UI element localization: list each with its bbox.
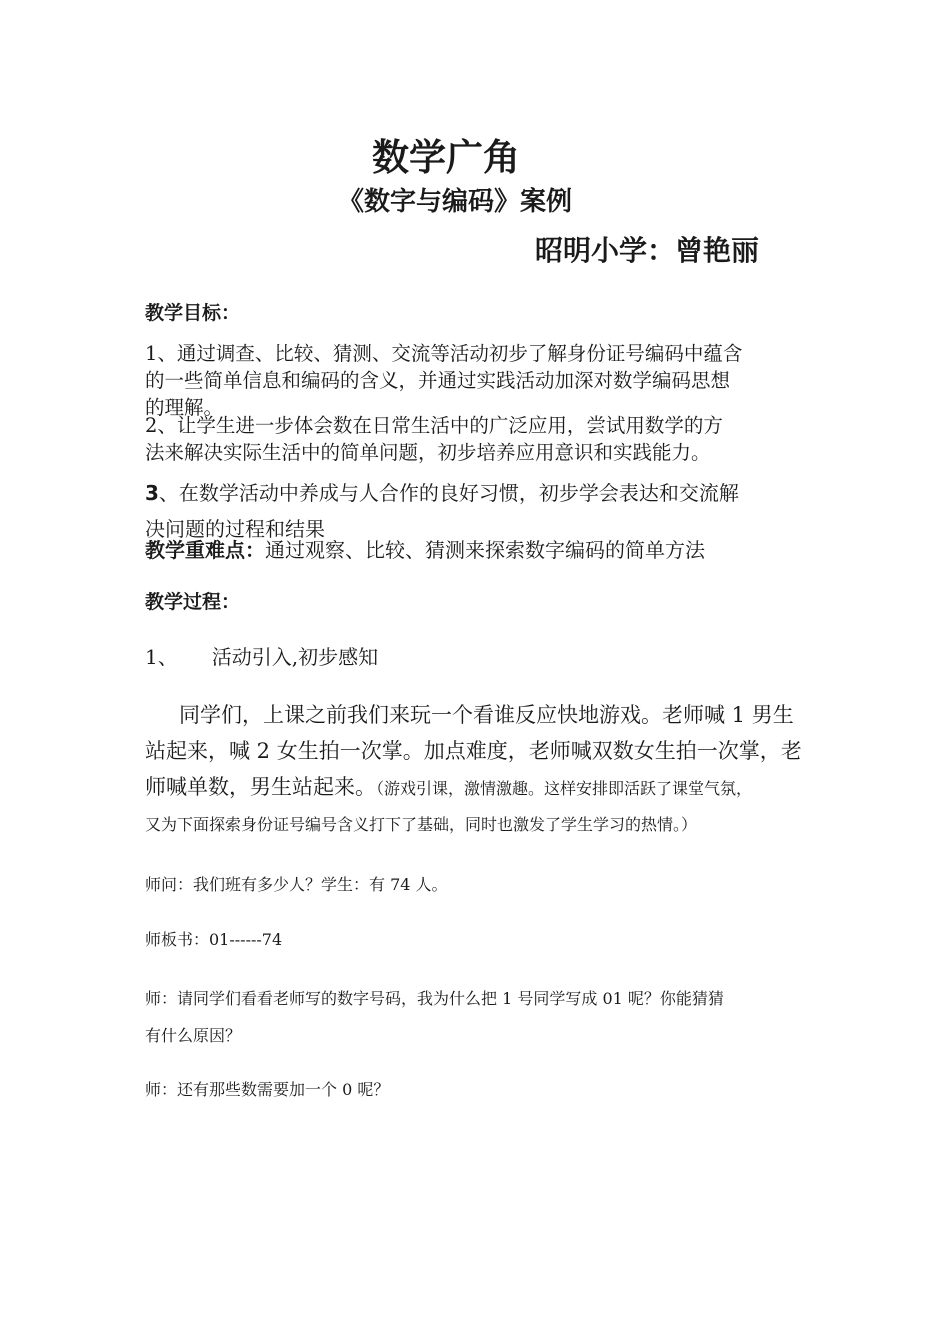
goal-2 xyxy=(145,412,723,466)
document-subtitle: 《数字与编码》案例 xyxy=(338,187,573,217)
goal-1-line: 的一些简单信息和编码的含义，并通过实践活动加深对数学编码思想 xyxy=(145,369,731,392)
key-points-text: 通过观察、比较、猜测来探索数字编码的简单方法 xyxy=(265,538,705,562)
goal-3-text: 、在数学活动中养成与人合作的良好习惯，初步学会表达和交流解 xyxy=(158,481,739,505)
intro-paragraph xyxy=(145,697,802,843)
dialogue-board-writing: 师板书：01------74 xyxy=(145,930,283,949)
goal-2-line: 2、让学生进一步体会数在日常生活中的广泛应用，尝试用数学的方 xyxy=(145,414,723,437)
goal-3-number: 3 xyxy=(145,481,159,505)
goal-1-line: 1、通过调查、比较、猜测、交流等活动初步了解身份证号编码中蕴含 xyxy=(145,342,743,365)
dialogue-question-line: 师：请同学们看看老师写的数字号码，我为什么把 1 号同学写成 01 呢？你能猜猜 xyxy=(145,989,724,1008)
intro-text: 师喊单数，男生站起来。 xyxy=(145,775,376,799)
step-1-number: 1、 xyxy=(145,645,178,669)
intro-line: 同学们，上课之前我们来玩一个看谁反应快地游戏。老师喊 1 男生 xyxy=(179,703,794,727)
process-heading: 教学过程： xyxy=(145,591,241,613)
intro-line: 站起来，喊 2 女生拍一次掌。加点难度，老师喊双数女生拍一次掌，老 xyxy=(145,739,802,763)
step-1-title: 活动引入,初步感知 xyxy=(211,645,379,669)
intro-note: （游戏引课，激情激趣。这样安排即活跃了课堂气氛， xyxy=(376,779,753,798)
key-points-label: 教学重难点： xyxy=(145,538,265,562)
goals-heading: 教学目标： xyxy=(145,302,241,324)
goal-2-line: 法来解决实际生活中的简单问题，初步培养应用意识和实践能力。 xyxy=(145,441,711,464)
goal-1-line: 的理解。 xyxy=(145,396,224,419)
step-1 xyxy=(145,644,378,671)
dialogue-question-line: 有什么原因？ xyxy=(145,1026,242,1045)
document-title: 数学广角 xyxy=(372,136,520,179)
intro-line xyxy=(145,769,802,807)
goal-3-line xyxy=(145,475,739,511)
key-points xyxy=(145,537,705,564)
dialogue-question xyxy=(145,980,724,1054)
dialogue-followup: 师：还有那些数需要加一个 0 呢？ xyxy=(145,1080,390,1099)
intro-note-line: 又为下面探索身份证号编号含义打下了基础，同时也激发了学生学习的热情。） xyxy=(145,815,698,834)
author-line: 昭明小学：曾艳丽 xyxy=(535,234,760,267)
goal-1 xyxy=(145,340,742,421)
dialogue-class-size: 师问：我们班有多少人？学生：有 74 人。 xyxy=(145,875,448,894)
goal-3-line: 决问题的过程和结果 xyxy=(145,517,325,541)
